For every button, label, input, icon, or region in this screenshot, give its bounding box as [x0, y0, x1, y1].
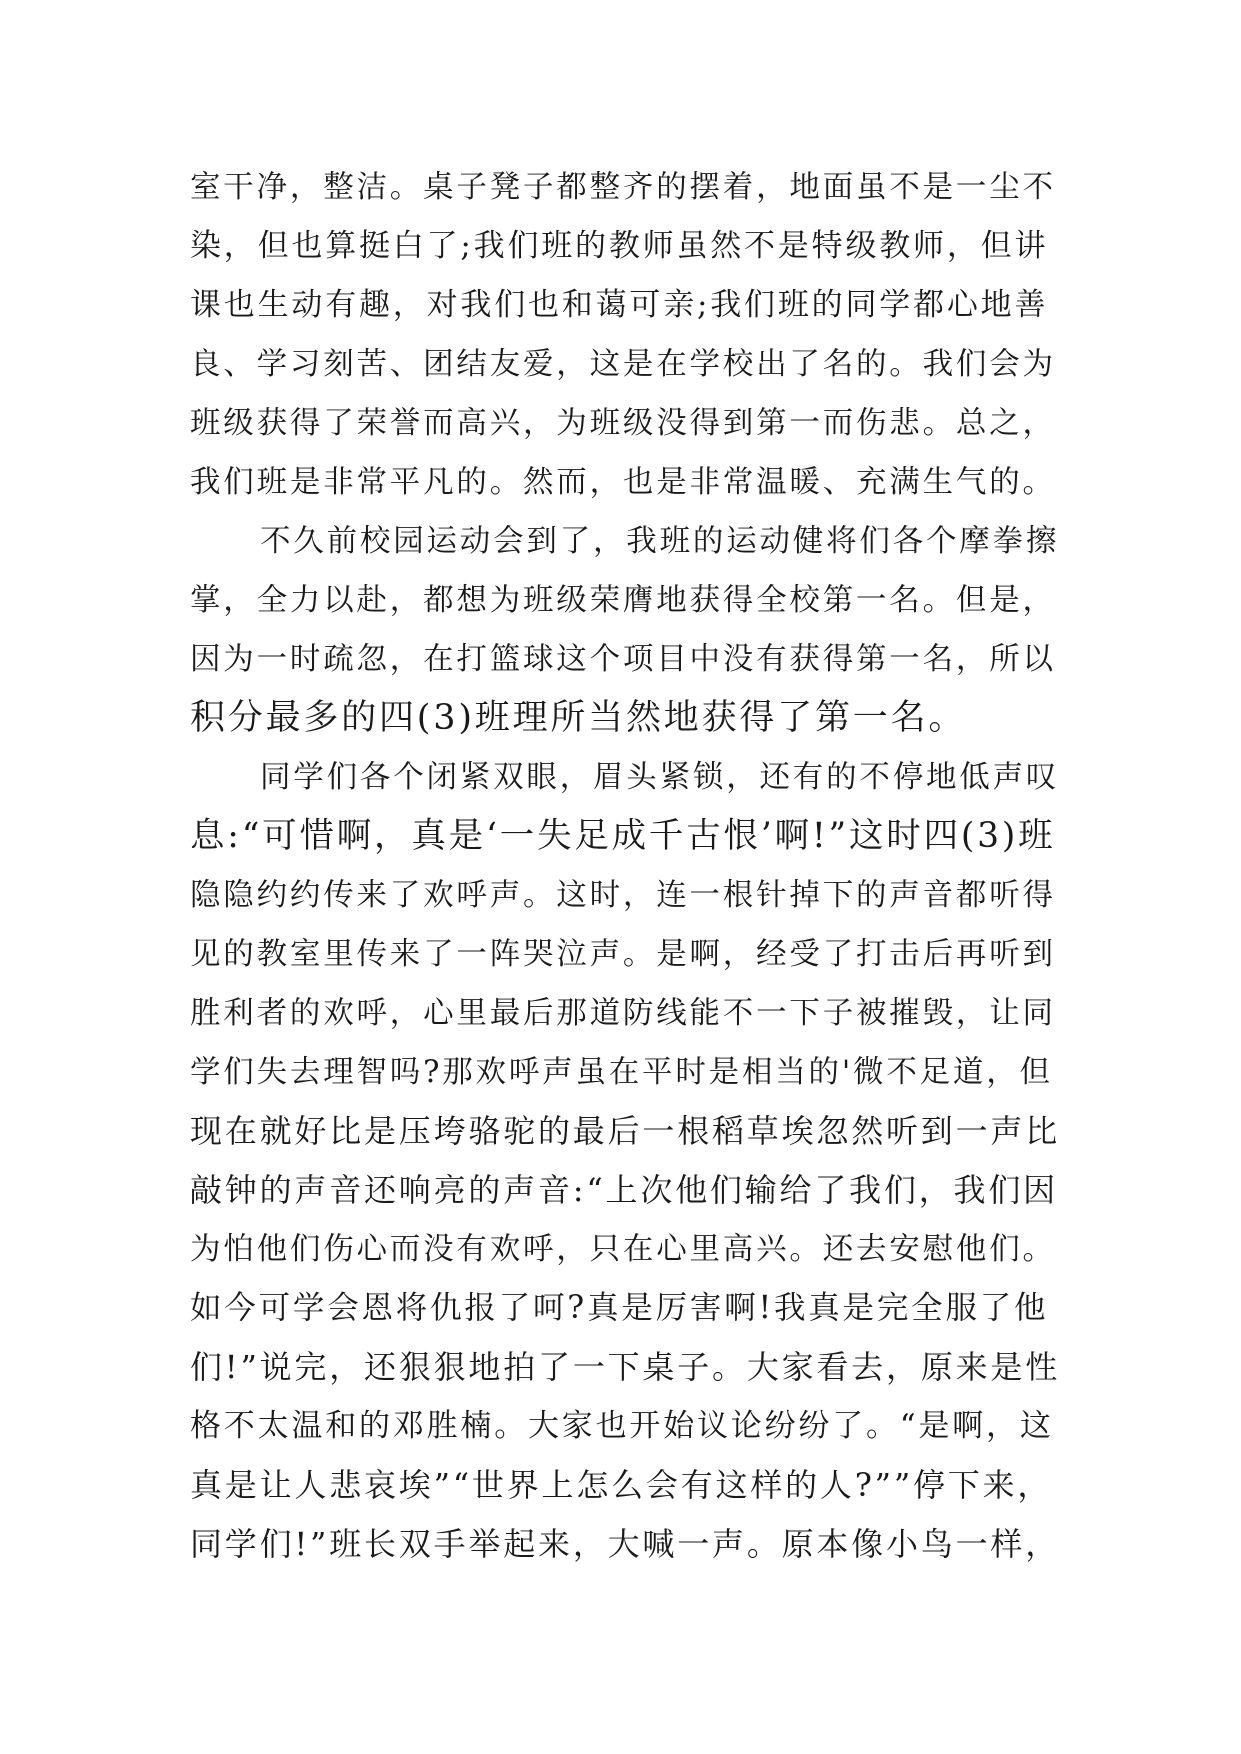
text-line: 同学们各个闭紧双眼，眉头紧锁，还有的不停地低声叹: [260, 760, 1060, 795]
text-line: 染，但也算挺白了;我们班的教师虽然不是特级教师，但讲: [190, 228, 1049, 264]
text-line: 真是让人悲哀埃”“世界上怎么会有这样的人?””停下来，: [190, 1466, 1053, 1504]
text-line: 格不太温和的邓胜楠。大家也开始议论纷纷了。“是啊，这: [190, 1408, 1054, 1444]
text-line: 课也生动有趣，对我们也和蔼可亲;我们班的同学都心地善: [190, 287, 1049, 323]
text-line: 如今可学会恩将仇报了呵?真是厉害啊!我真是完全服了他: [190, 1290, 1049, 1326]
text-line: 敲钟的声音还响亮的声音:“上次他们输给了我们，我们因: [190, 1171, 1058, 1209]
text-line: 掌，全力以赴，都想为班级荣膺地获得全校第一名。但是，: [190, 583, 1056, 618]
text-line: 见的教室里传来了一阵哭泣声。是啊，经受了打击后再听到: [190, 937, 1056, 972]
text-line: 同学们!”班长双手举起来，大喊一声。原本像小鸟一样，: [190, 1525, 1061, 1563]
text-line: 班级获得了荣誉而高兴，为班级没得到第一而伤悲。总之，: [190, 406, 1056, 441]
text-line: 良、学习刻苦、团结友爱，这是在学校出了名的。我们会为: [190, 347, 1056, 382]
text-line: 现在就好比是压垮骆驼的最后一根稻草埃忽然听到一声比: [190, 1112, 1061, 1150]
text-line: 我们班是非常平凡的。然而，也是非常温暖、充满生气的。: [190, 465, 1056, 500]
text-line: 因为一时疏忽，在打篮球这个项目中没有获得第一名，所以: [190, 642, 1056, 677]
text-line: 为怕他们伤心而没有欢呼，只在心里高兴。还去安慰他们。: [190, 1232, 1056, 1267]
text-line: 胜利者的欢呼，心里最后那道防线能不一下子被摧毁，让同: [190, 996, 1056, 1031]
text-line: 息:“可惜啊，真是‘一失足成千古恨’啊!”这时四(3)班: [190, 816, 1056, 856]
text-line: 隐隐约约传来了欢呼声。这时，连一根针掉下的声音都听得: [190, 878, 1056, 913]
text-line: 室干净，整洁。桌子凳子都整齐的摆着，地面虽不是一尘不: [190, 170, 1056, 205]
text-line: 不久前校园运动会到了，我班的运动健将们各个摩拳擦: [260, 524, 1060, 559]
text-line: 学们失去理智吗?那欢呼声虽在平时是相当的'微不足道，但: [190, 1055, 1053, 1090]
text-line: 们!”说完，还狠狠地拍了一下桌子。大家看去，原来是性: [190, 1348, 1061, 1386]
text-line: 积分最多的四(3)班理所当然地获得了第一名。: [190, 698, 967, 738]
body-text: [190, 158, 1060, 1574]
